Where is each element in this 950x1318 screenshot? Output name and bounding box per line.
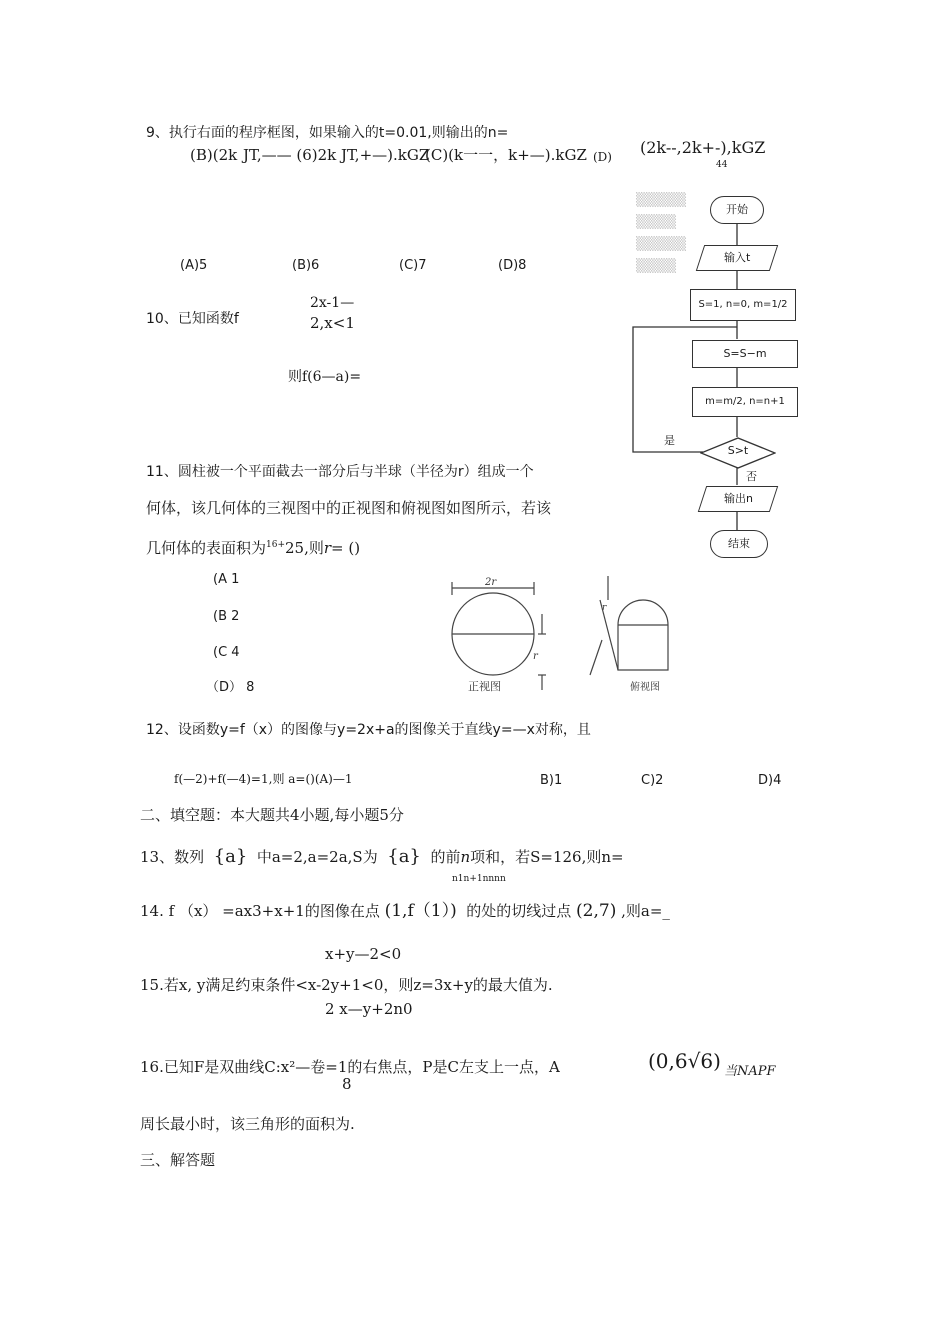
section-2-heading: 二、填空题：本大题共4小题,每小题5分 <box>140 806 404 824</box>
q15-constraint-3: 2 x—y+2n0 <box>325 1000 413 1018</box>
q10-piece-top: 2x-1— <box>310 295 355 311</box>
q12-option-c: C)2 <box>641 773 664 788</box>
q9-overlay-mid: JT,—— (6)2k JT,+—).kGZ <box>243 146 430 164</box>
flowchart-init: S=1, n=0, m=1/2 <box>690 289 796 321</box>
q9-overlay-c: (C)(k一一，k+—).kGZ <box>425 146 587 164</box>
section-3-heading: 三、解答题 <box>140 1151 216 1169</box>
q10-piece-bottom: 2,x<1 <box>310 314 355 332</box>
q16-point-a: (0,6√6) <box>648 1049 721 1073</box>
flowchart-update-m: m=m/2, n=n+1 <box>692 387 798 417</box>
flowchart-output: 输出n <box>698 486 778 512</box>
front-view-dim-r: r <box>533 651 538 662</box>
q15-line: 15.若x, y满足约束条件<x-2y+1<0，则z=3x+y的最大值为. <box>140 976 553 994</box>
q11-line1: 11、圆柱被一个平面截去一部分后与半球（半径为r）组成一个 <box>146 464 534 480</box>
bleed-through-text: ▒▒▒▒▒ ▒▒▒▒ ▒▒▒▒▒ ▒▒▒▒ <box>636 193 686 274</box>
flowchart-no-label: 否 <box>746 470 757 483</box>
q9-right-note: (2k--,2k+-),kGZ <box>640 138 766 157</box>
q14-line: 14. f （x） =ax3+x+1的图像在点 (1,f（1）) 的处的切线过点 (2,7) ,则a=_ <box>140 901 670 921</box>
front-view-dim-2r: 2r <box>485 577 497 588</box>
q9-option-c: (C)7 <box>399 258 427 273</box>
q9-option-d: (D)8 <box>498 258 527 273</box>
top-view-label: 俯视图 <box>630 682 660 693</box>
q12-line2: f(—2)+f(—4)=1,则 a=()(A)—1 <box>174 772 353 786</box>
top-view-dim-r: r <box>602 603 607 613</box>
q11-option-c: (C 4 <box>213 645 240 660</box>
flowchart-input: 输入t <box>696 245 778 271</box>
top-view <box>590 576 668 675</box>
q16-denominator: 8 <box>342 1075 352 1093</box>
q15-constraint-1: x+y—2<0 <box>325 945 402 963</box>
flowchart-start: 开始 <box>710 196 764 224</box>
q11-option-d: （D） 8 <box>206 680 255 695</box>
q11-option-a: (A 1 <box>213 572 240 587</box>
q9-overlay-b: (B)(2k <box>190 146 238 164</box>
q13-subscript-line: n1n+1nnnn <box>452 874 506 884</box>
flowchart-update-s: S=S−m <box>692 340 798 368</box>
q12-stem: 12、设函数y=f（x）的图像与y=2x+a的图像关于直线y=—x对称，且 <box>146 722 591 738</box>
flowchart-yes-label: 是 <box>664 434 675 447</box>
q16-tail: 当NAPF <box>724 1064 776 1079</box>
q13-line: 13、数列 {a} 中a=2,a=2a,S为 {a} 的前n项和，若S=126,则n= <box>140 846 624 867</box>
flowchart-condition: S>t <box>727 444 749 457</box>
q9-option-b: (B)6 <box>292 258 320 273</box>
q9-overlay-d: (D) <box>593 150 612 164</box>
q11-three-view-figure <box>430 570 670 695</box>
q11-line3: 几何体的表面积为$^{16+}$25,则r= () <box>146 539 361 557</box>
q12-option-b: B)1 <box>540 773 563 788</box>
front-view <box>452 582 546 690</box>
q11-line2: 何体，该几何体的三视图中的正视图和俯视图如图所示，若该 <box>146 499 552 517</box>
flowchart-end: 结束 <box>710 530 768 558</box>
q11-option-b: (B 2 <box>213 609 240 624</box>
q9-option-a: (A)5 <box>180 258 208 273</box>
q16-line2: 周长最小时，该三角形的面积为. <box>140 1115 355 1133</box>
front-view-label: 正视图 <box>468 680 501 693</box>
q9-right-sub: 44 <box>716 160 728 170</box>
q12-option-d: D)4 <box>758 773 782 788</box>
q16-line: 16.已知F是双曲线C:x²—卷=1的右焦点，P是C左支上一点，A <box>140 1058 560 1076</box>
q9-stem: 9、执行右面的程序框图，如果输入的t=0.01,则输出的n= <box>146 125 509 141</box>
q10-stem: 10、已知函数f <box>146 311 239 327</box>
q10-tail: 则f(6—a)= <box>288 369 362 385</box>
